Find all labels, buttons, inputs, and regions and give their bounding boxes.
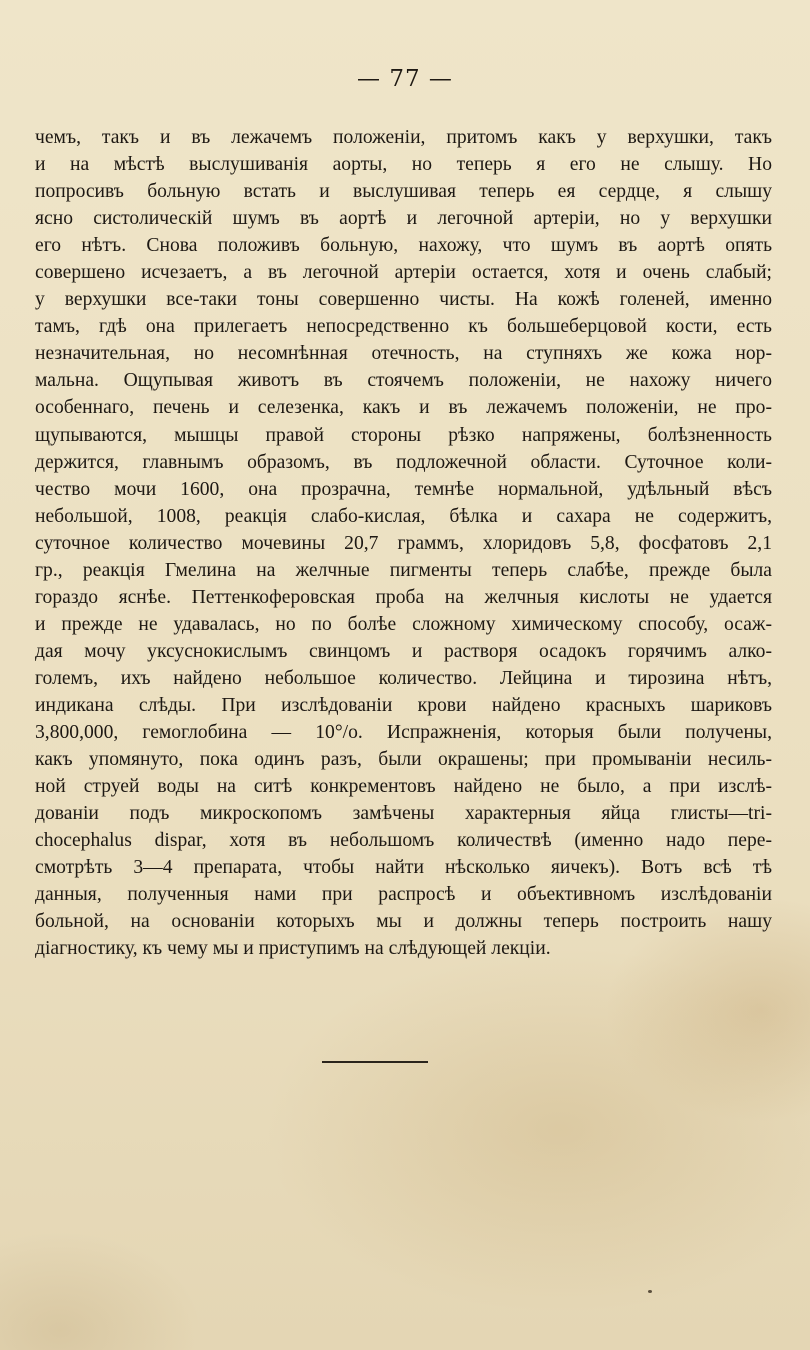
text-line: тамъ, гдѣ она прилегаетъ непосредственно къ большеберцовой кости, есть <box>35 316 772 338</box>
text-line: смотрѣть 3—4 препарата, чтобы найти нѣсколько яичекъ). Вотъ всѣ тѣ <box>35 857 772 879</box>
text-line: и на мѣстѣ выслушиванiя аорты, но теперь я его не слышу. Но <box>35 154 772 176</box>
text-line: гр., реакцiя Гмелина на желчные пигменты теперь слабѣе, прежде была <box>35 559 772 581</box>
text-line: какъ упомянуто, пока одинъ разъ, были окрашены; при промыванiи несиль- <box>35 749 772 771</box>
text-line: гораздо яснѣе. Петтенкоферовская проба на желчныя кислоты не удается <box>35 586 772 608</box>
text-line: особеннаго, печень и селезенка, какъ и въ лежачемъ положенiи, не про- <box>35 397 772 419</box>
text-line: незначительная, но несомнѣнная отечность, на ступняхъ же кожа нор- <box>35 343 772 365</box>
text-line: 3,800,000, гемоглобина — 10°/o. Испражненiя, которыя были получены, <box>35 722 772 744</box>
text-line: дiагностику, къ чему мы и приступимъ на слѣдующей лекцiи. <box>35 938 551 960</box>
text-line: держится, главнымъ образомъ, въ подложечной области. Суточное коли- <box>35 451 772 473</box>
text-line: данныя, полученныя нами при распросѣ и объективномъ изслѣдованiи <box>35 884 772 906</box>
text-line: ясно систолическiй шумъ въ аортѣ и легочной артерiи, но у верхушки <box>35 208 772 230</box>
text-line: чество мочи 1600, она прозрачна, темнѣе нормальной, удѣльный вѣсъ <box>35 478 772 500</box>
ink-speck <box>648 1290 652 1293</box>
page-number: — 77 — <box>357 66 453 92</box>
text-line: больной, на основанiи которыхъ мы и должны теперь построить нашу <box>35 911 772 933</box>
body-text <box>35 124 772 962</box>
text-line: дая мочу уксуснокислымъ свинцомъ и растворя осадокъ горячимъ алко- <box>35 640 772 662</box>
text-line: мальна. Ощупывая животъ въ стоячемъ положенiи, не нахожу ничего <box>35 370 772 392</box>
text-line: попросивъ больную встать и выслушивая теперь ея сердце, я слышу <box>35 181 772 203</box>
text-line: чемъ, такъ и въ лежачемъ положенiи, притомъ какъ у верхушки, такъ <box>35 127 772 148</box>
text-line: совершено исчезаетъ, а въ легочной артерiи остается, хотя и очень слабый; <box>35 262 772 284</box>
text-line: ной струей воды на ситѣ конкрементовъ найдено не было, а при изслѣ- <box>35 776 772 798</box>
text-line: и прежде не удавалась, но по болѣе сложному химическому способу, осаж- <box>35 613 772 635</box>
text-line: индикана слѣды. При изслѣдованiи крови найдено красныхъ шариковъ <box>35 694 772 716</box>
text-line: дованiи подъ микроскопомъ замѣчены характерныя яйца глисты—tri- <box>35 803 772 825</box>
section-divider <box>322 1061 428 1063</box>
text-line: небольшой, 1008, реакцiя слабо-кислая, бѣлка и сахара не содержитъ, <box>35 505 772 527</box>
text-line: его нѣтъ. Снова положивъ больную, нахожу, что шумъ въ аортѣ опять <box>35 235 772 257</box>
text-line: суточное количество мочевины 20,7 граммъ, хлоридовъ 5,8, фосфатовъ 2,1 <box>35 532 772 554</box>
text-line: щупываются, мышцы правой стороны рѣзко напряжены, болѣзненность <box>35 424 772 446</box>
text-line: chocephalus dispar, хотя въ небольшомъ количествѣ (именно надо пере- <box>35 830 772 852</box>
text-line: у верхушки все-таки тоны совершенно чисты. На кожѣ голеней, именно <box>35 289 772 311</box>
text-line: големъ, ихъ найдено небольшое количество. Лейцина и тирозина нѣтъ, <box>35 667 772 689</box>
